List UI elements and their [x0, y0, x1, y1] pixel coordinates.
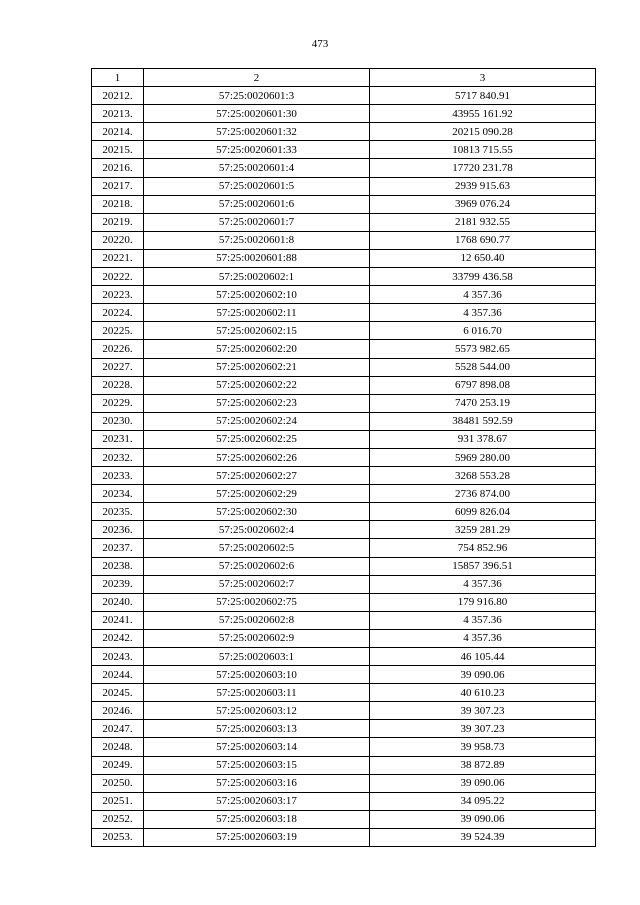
row-number-cell: 20225.: [92, 322, 144, 340]
table-row: [92, 575, 596, 593]
value-cell: 20215 090.28: [370, 123, 596, 141]
cadastral-number-cell: 57:25:0020601:6: [144, 195, 370, 213]
row-number-cell: 20222.: [92, 268, 144, 286]
table-row: [92, 231, 596, 249]
value-cell: 2939 915.63: [370, 177, 596, 195]
value-cell: 39 090.06: [370, 810, 596, 828]
cadastral-number-cell: 57:25:0020603:10: [144, 666, 370, 684]
row-number-cell: 20238.: [92, 557, 144, 575]
cadastral-number-cell: 57:25:0020602:27: [144, 467, 370, 485]
value-cell: 4 357.36: [370, 286, 596, 304]
table-row: [92, 141, 596, 159]
cadastral-number-cell: 57:25:0020601:33: [144, 141, 370, 159]
table-row: [92, 448, 596, 466]
cadastral-number-cell: 57:25:0020602:9: [144, 629, 370, 647]
table-row: [92, 629, 596, 647]
table-row: [92, 521, 596, 539]
table-row: [92, 195, 596, 213]
value-cell: 43955 161.92: [370, 105, 596, 123]
row-number-cell: 20249.: [92, 756, 144, 774]
cadastral-number-cell: 57:25:0020602:4: [144, 521, 370, 539]
row-number-cell: 20251.: [92, 792, 144, 810]
value-cell: 179 916.80: [370, 593, 596, 611]
table-row: [92, 87, 596, 105]
cadastral-number-cell: 57:25:0020603:18: [144, 810, 370, 828]
table-row: [92, 684, 596, 702]
cadastral-number-cell: 57:25:0020602:24: [144, 412, 370, 430]
row-number-cell: 20247.: [92, 720, 144, 738]
row-number-cell: 20223.: [92, 286, 144, 304]
cadastral-number-cell: 57:25:0020601:5: [144, 177, 370, 195]
row-number-cell: 20232.: [92, 448, 144, 466]
value-cell: 6099 826.04: [370, 503, 596, 521]
row-number-cell: 20227.: [92, 358, 144, 376]
value-cell: 7470 253.19: [370, 394, 596, 412]
value-cell: 10813 715.55: [370, 141, 596, 159]
cadastral-number-cell: 57:25:0020601:3: [144, 87, 370, 105]
value-cell: 39 307.23: [370, 720, 596, 738]
value-cell: 1768 690.77: [370, 231, 596, 249]
cadastral-number-cell: 57:25:0020602:11: [144, 304, 370, 322]
table-row: [92, 304, 596, 322]
row-number-cell: 20224.: [92, 304, 144, 322]
value-cell: 4 357.36: [370, 304, 596, 322]
row-number-cell: 20244.: [92, 666, 144, 684]
row-number-cell: 20240.: [92, 593, 144, 611]
table-row: [92, 720, 596, 738]
value-cell: 2181 932.55: [370, 213, 596, 231]
cadastral-number-cell: 57:25:0020601:4: [144, 159, 370, 177]
value-cell: 4 357.36: [370, 575, 596, 593]
value-cell: 15857 396.51: [370, 557, 596, 575]
cadastral-number-cell: 57:25:0020603:17: [144, 792, 370, 810]
row-number-cell: 20242.: [92, 629, 144, 647]
cadastral-number-cell: 57:25:0020602:29: [144, 485, 370, 503]
cadastral-number-cell: 57:25:0020603:11: [144, 684, 370, 702]
cadastral-number-cell: 57:25:0020603:15: [144, 756, 370, 774]
cadastral-number-cell: 57:25:0020602:75: [144, 593, 370, 611]
row-number-cell: 20235.: [92, 503, 144, 521]
table-row: [92, 358, 596, 376]
table-row: [92, 485, 596, 503]
table-row: [92, 738, 596, 756]
column-header: 1: [92, 69, 144, 87]
cadastral-number-cell: 57:25:0020601:32: [144, 123, 370, 141]
value-cell: 4 357.36: [370, 629, 596, 647]
cadastral-number-cell: 57:25:0020603:1: [144, 648, 370, 666]
table-row: [92, 213, 596, 231]
table-row: [92, 322, 596, 340]
value-cell: 754 852.96: [370, 539, 596, 557]
table-row: [92, 467, 596, 485]
row-number-cell: 20228.: [92, 376, 144, 394]
value-cell: 39 307.23: [370, 702, 596, 720]
row-number-cell: 20214.: [92, 123, 144, 141]
table-row: [92, 286, 596, 304]
table-row: [92, 774, 596, 792]
value-cell: 4 357.36: [370, 611, 596, 629]
row-number-cell: 20246.: [92, 702, 144, 720]
value-cell: 6797 898.08: [370, 376, 596, 394]
row-number-cell: 20250.: [92, 774, 144, 792]
table-row: [92, 503, 596, 521]
cadastral-number-cell: 57:25:0020602:5: [144, 539, 370, 557]
row-number-cell: 20253.: [92, 828, 144, 846]
table-row: [92, 430, 596, 448]
row-number-cell: 20245.: [92, 684, 144, 702]
value-cell: 46 105.44: [370, 648, 596, 666]
table-row: [92, 557, 596, 575]
value-cell: 33799 436.58: [370, 268, 596, 286]
value-cell: 5573 982.65: [370, 340, 596, 358]
value-cell: 39 090.06: [370, 666, 596, 684]
row-number-cell: 20212.: [92, 87, 144, 105]
cadastral-number-cell: 57:25:0020603:19: [144, 828, 370, 846]
row-number-cell: 20217.: [92, 177, 144, 195]
row-number-cell: 20218.: [92, 195, 144, 213]
table-header-row: [92, 69, 596, 87]
cadastral-number-cell: 57:25:0020602:26: [144, 448, 370, 466]
value-cell: 34 095.22: [370, 792, 596, 810]
row-number-cell: 20248.: [92, 738, 144, 756]
table-row: [92, 702, 596, 720]
cadastral-number-cell: 57:25:0020602:10: [144, 286, 370, 304]
row-number-cell: 20243.: [92, 648, 144, 666]
cadastral-number-cell: 57:25:0020602:15: [144, 322, 370, 340]
row-number-cell: 20236.: [92, 521, 144, 539]
value-cell: 12 650.40: [370, 249, 596, 267]
cadastral-number-cell: 57:25:0020602:20: [144, 340, 370, 358]
table-row: [92, 105, 596, 123]
table-row: [92, 159, 596, 177]
table-body: [92, 87, 596, 847]
value-cell: 2736 874.00: [370, 485, 596, 503]
table-row: [92, 268, 596, 286]
table-row: [92, 340, 596, 358]
cadastral-number-cell: 57:25:0020603:14: [144, 738, 370, 756]
cadastral-number-cell: 57:25:0020601:88: [144, 249, 370, 267]
cadastral-number-cell: 57:25:0020602:25: [144, 430, 370, 448]
table-row: [92, 249, 596, 267]
table-row: [92, 611, 596, 629]
row-number-cell: 20219.: [92, 213, 144, 231]
table-row: [92, 648, 596, 666]
value-cell: 39 958.73: [370, 738, 596, 756]
row-number-cell: 20231.: [92, 430, 144, 448]
table-row: [92, 756, 596, 774]
column-header: 3: [370, 69, 596, 87]
value-cell: 5717 840.91: [370, 87, 596, 105]
row-number-cell: 20230.: [92, 412, 144, 430]
value-cell: 931 378.67: [370, 430, 596, 448]
value-cell: 5528 544.00: [370, 358, 596, 376]
table-row: [92, 666, 596, 684]
row-number-cell: 20229.: [92, 394, 144, 412]
table-row: [92, 376, 596, 394]
row-number-cell: 20215.: [92, 141, 144, 159]
value-cell: 5969 280.00: [370, 448, 596, 466]
cadastral-number-cell: 57:25:0020601:30: [144, 105, 370, 123]
cadastral-number-cell: 57:25:0020603:12: [144, 702, 370, 720]
table-row: [92, 828, 596, 846]
cadastral-number-cell: 57:25:0020602:22: [144, 376, 370, 394]
row-number-cell: 20239.: [92, 575, 144, 593]
table-row: [92, 539, 596, 557]
row-number-cell: 20226.: [92, 340, 144, 358]
cadastral-number-cell: 57:25:0020602:30: [144, 503, 370, 521]
row-number-cell: 20241.: [92, 611, 144, 629]
table-row: [92, 394, 596, 412]
row-number-cell: 20221.: [92, 249, 144, 267]
table-row: [92, 810, 596, 828]
cadastral-number-cell: 57:25:0020602:23: [144, 394, 370, 412]
cadastral-number-cell: 57:25:0020603:13: [144, 720, 370, 738]
row-number-cell: 20220.: [92, 231, 144, 249]
row-number-cell: 20216.: [92, 159, 144, 177]
value-cell: 40 610.23: [370, 684, 596, 702]
cadastral-number-cell: 57:25:0020601:8: [144, 231, 370, 249]
value-cell: 38 872.89: [370, 756, 596, 774]
value-cell: 17720 231.78: [370, 159, 596, 177]
page-number: 473: [311, 38, 329, 50]
cadastral-number-cell: 57:25:0020602:8: [144, 611, 370, 629]
value-cell: 39 524.39: [370, 828, 596, 846]
row-number-cell: 20213.: [92, 105, 144, 123]
table-row: [92, 123, 596, 141]
cadastral-number-cell: 57:25:0020602:1: [144, 268, 370, 286]
table-row: [92, 177, 596, 195]
value-cell: 3259 281.29: [370, 521, 596, 539]
value-cell: 3969 076.24: [370, 195, 596, 213]
cadastral-number-cell: 57:25:0020602:21: [144, 358, 370, 376]
cadastral-number-cell: 57:25:0020601:7: [144, 213, 370, 231]
value-cell: 3268 553.28: [370, 467, 596, 485]
data-table: [91, 68, 596, 847]
cadastral-number-cell: 57:25:0020602:7: [144, 575, 370, 593]
row-number-cell: 20234.: [92, 485, 144, 503]
row-number-cell: 20237.: [92, 539, 144, 557]
cadastral-number-cell: 57:25:0020603:16: [144, 774, 370, 792]
table-row: [92, 412, 596, 430]
value-cell: 39 090.06: [370, 774, 596, 792]
value-cell: 38481 592.59: [370, 412, 596, 430]
row-number-cell: 20252.: [92, 810, 144, 828]
row-number-cell: 20233.: [92, 467, 144, 485]
table-row: [92, 593, 596, 611]
table-row: [92, 792, 596, 810]
column-header: 2: [144, 69, 370, 87]
cadastral-number-cell: 57:25:0020602:6: [144, 557, 370, 575]
value-cell: 6 016.70: [370, 322, 596, 340]
